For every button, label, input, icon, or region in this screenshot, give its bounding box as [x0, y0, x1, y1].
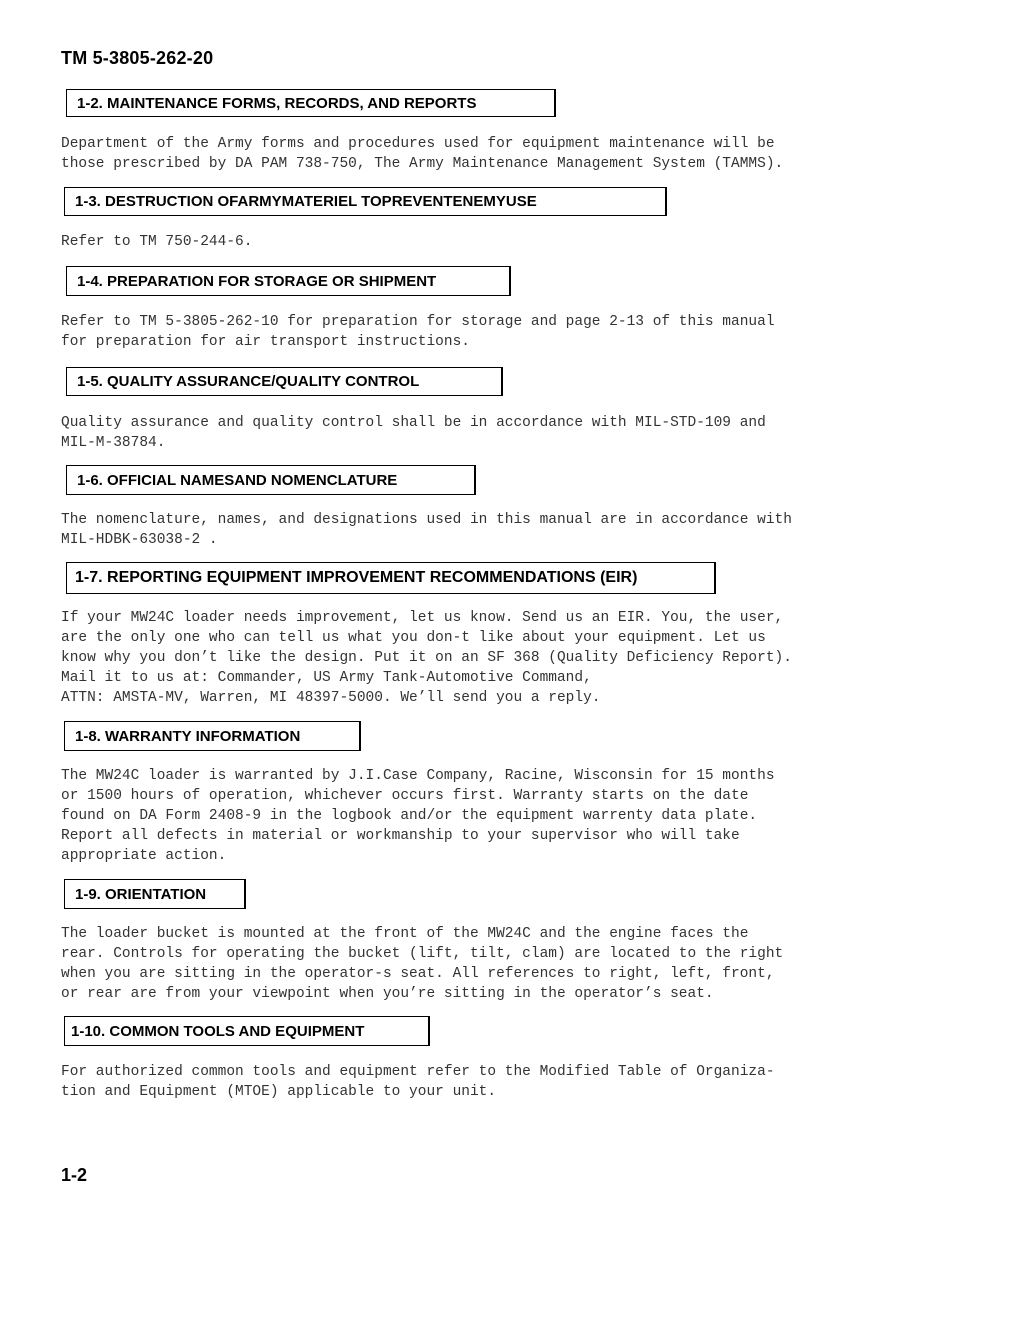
body-line: those prescribed by DA PAM 738-750, The Army Maintenance Management System (TAMMS).: [61, 156, 784, 172]
body-line: Refer to TM 5-3805-262-10 for preparation for storage and page 2-13 of this manual: [61, 314, 775, 330]
body-line: appropriate action.: [61, 848, 227, 864]
section-body-1-8: [61, 766, 775, 866]
section-heading-1-10: 1-10. COMMON TOOLS AND EQUIPMENT: [64, 1016, 430, 1046]
page-number: 1-2: [61, 1165, 88, 1185]
body-line: If your MW24C loader needs improvement, let us know. Send us an EIR. You, the user,: [61, 610, 784, 626]
body-line: found on DA Form 2408-9 in the logbook and/or the equipment warrenty data plate.: [61, 808, 758, 824]
section-heading-1-8: 1-8. WARRANTY INFORMATION: [64, 721, 361, 751]
section-body-1-7: [61, 608, 792, 708]
body-line: ATTN: AMSTA-MV, Warren, MI 48397-5000. We’ll send you a reply.: [61, 690, 601, 706]
section-heading-1-9: 1-9. ORIENTATION: [64, 879, 246, 909]
document-id: TM 5-3805-262-20: [61, 48, 214, 68]
section-heading-1-5: 1-5. QUALITY ASSURANCE/QUALITY CONTROL: [66, 367, 503, 396]
body-line: The nomenclature, names, and designations used in this manual are in accordance with: [61, 512, 792, 528]
body-line: The MW24C loader is warranted by J.I.Case Company, Racine, Wisconsin for 15 months: [61, 768, 775, 784]
body-line: rear. Controls for operating the bucket (lift, tilt, clam) are located to the right: [61, 946, 784, 962]
body-line: Quality assurance and quality control shall be in accordance with MIL-STD-109 and: [61, 415, 766, 431]
body-line: Department of the Army forms and procedures used for equipment maintenance will be: [61, 136, 775, 152]
body-line: Mail it to us at: Commander, US Army Tank-Automotive Command,: [61, 670, 592, 686]
body-line: know why you don’t like the design. Put it on an SF 368 (Quality Deficiency Report).: [61, 650, 792, 666]
section-body-1-3: [61, 232, 252, 252]
body-line: or rear are from your viewpoint when you’re sitting in the operator’s seat.: [61, 986, 714, 1002]
body-line: MIL-HDBK-63038-2 .: [61, 532, 218, 548]
body-line: or 1500 hours of operation, whichever occurs first. Warranty starts on the date: [61, 788, 749, 804]
section-body-1-5: [61, 413, 766, 453]
body-line: tion and Equipment (MTOE) applicable to your unit.: [61, 1084, 497, 1100]
section-body-1-4: [61, 312, 775, 352]
body-line: The loader bucket is mounted at the front of the MW24C and the engine faces the: [61, 926, 749, 942]
section-body-1-2: [61, 134, 783, 174]
section-body-1-10: [61, 1062, 775, 1102]
section-body-1-9: [61, 924, 783, 1004]
section-heading-1-4: 1-4. PREPARATION FOR STORAGE OR SHIPMENT: [66, 266, 511, 296]
body-line: Report all defects in material or workmanship to your supervisor who will take: [61, 828, 740, 844]
section-heading-1-2: 1-2. MAINTENANCE FORMS, RECORDS, AND REPORTS: [66, 89, 556, 117]
body-line: for preparation for air transport instructions.: [61, 334, 470, 350]
body-line: are the only one who can tell us what you don-t like about your equipment. Let us: [61, 630, 766, 646]
section-body-1-6: [61, 510, 792, 550]
body-line: For authorized common tools and equipment refer to the Modified Table of Organiza-: [61, 1064, 775, 1080]
section-heading-1-7: 1-7. REPORTING EQUIPMENT IMPROVEMENT RECOMMENDATIONS (EIR): [66, 562, 716, 594]
body-line: when you are sitting in the operator-s seat. All references to right, left, front,: [61, 966, 775, 982]
body-line: Refer to TM 750-244-6.: [61, 234, 253, 250]
section-heading-1-6: 1-6. OFFICIAL NAMESAND NOMENCLATURE: [66, 465, 476, 495]
section-heading-1-3: 1-3. DESTRUCTION OFARMYMATERIEL TOPREVENTENEMYUSE: [64, 187, 667, 216]
body-line: MIL-M-38784.: [61, 435, 166, 451]
